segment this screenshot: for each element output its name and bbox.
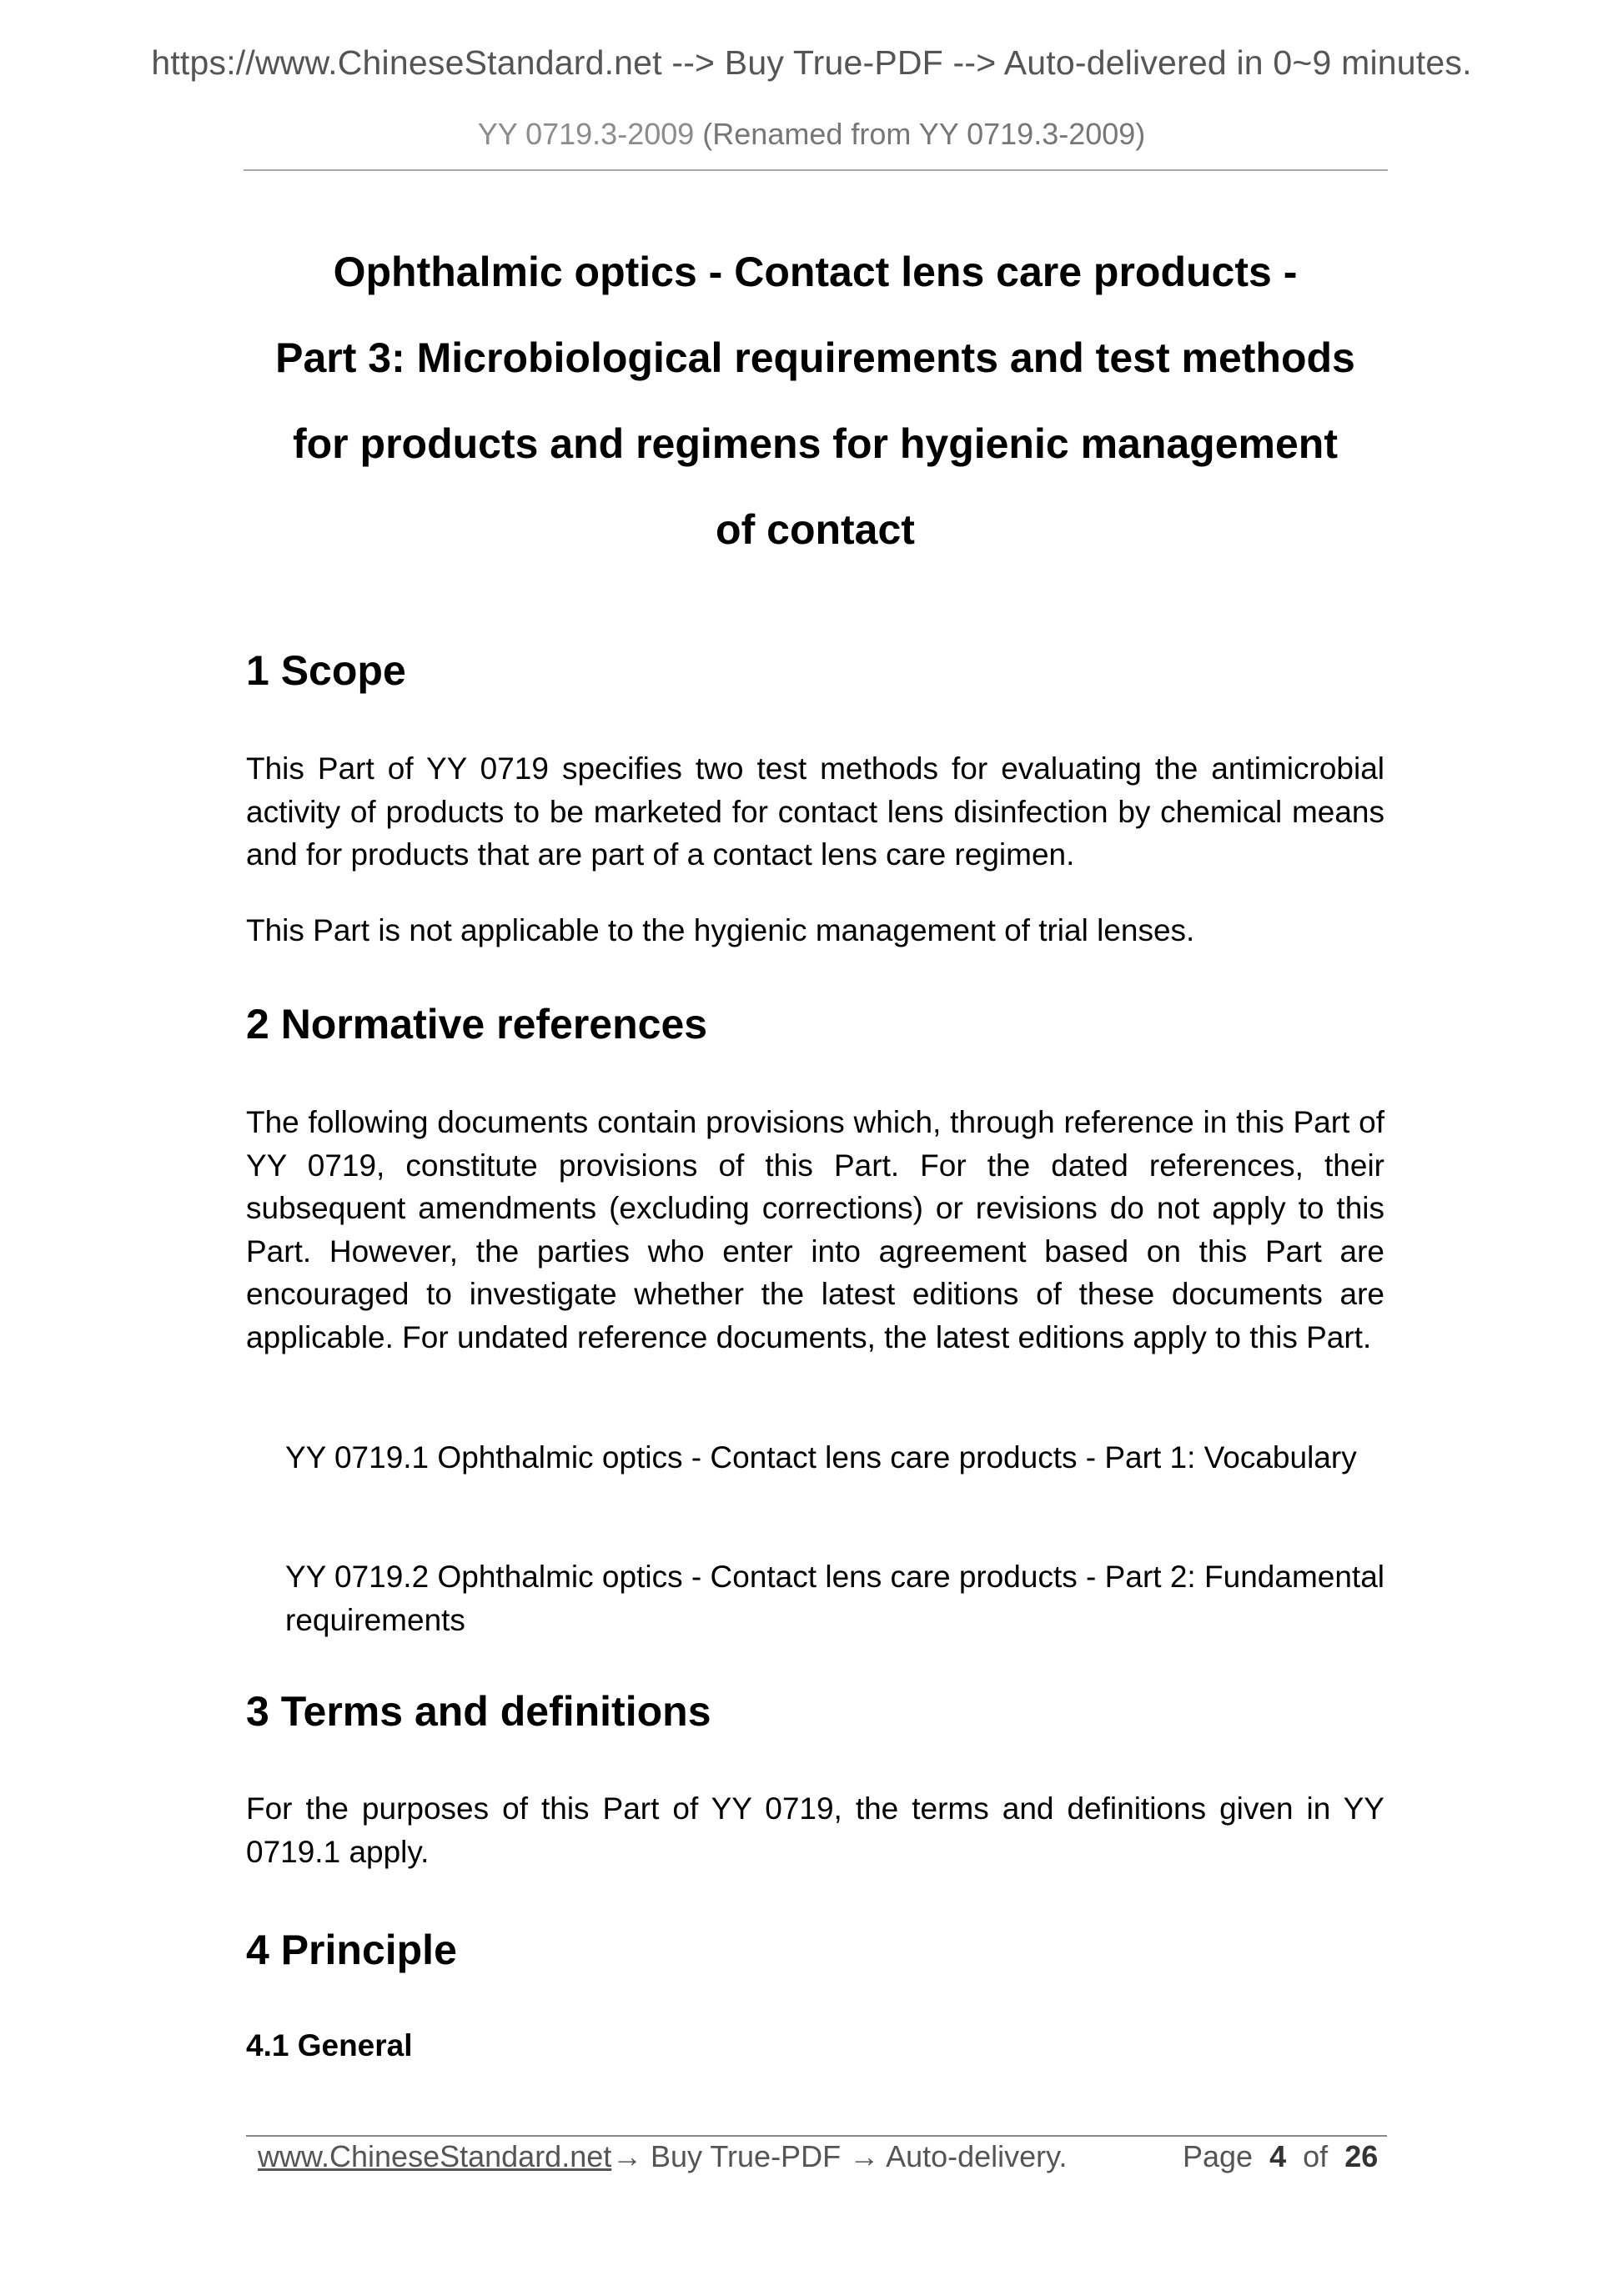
footer-page-indicator	[1183, 2139, 1378, 2174]
title-line-3: for products and regimens for hygienic management	[292, 420, 1338, 467]
subsection-heading-general: 4.1 General	[246, 2028, 413, 2062]
footer-divider	[246, 2135, 1387, 2137]
footer-buy-note: → Buy True-PDF → Auto-delivery.	[612, 2139, 1068, 2173]
header-banner: https://www.ChineseStandard.net --> Buy True-PDF --> Auto-delivered in 0~9 minutes.	[151, 43, 1472, 82]
footer-of-label: of	[1303, 2139, 1329, 2173]
header-renamed-line	[0, 117, 1623, 152]
normative-reference-2: YY 0719.2 Ophthalmic optics - Contact lens care products - Part 2: Fundamental requirements	[285, 1560, 1384, 1637]
header-renamed-note: (Renamed from YY 0719.3-2009)	[702, 117, 1146, 151]
footer-website-link[interactable]: www.ChineseStandard.net	[258, 2139, 612, 2173]
scope-paragraph-1: This Part of YY 0719 specifies two test methods for evaluating the antimicrobial activity of products to be marketed for contact lens disinfection by chemical means and for products that are part of a contact lens care regimen.	[246, 751, 1384, 872]
section-heading-normative-references: 2 Normative references	[246, 1001, 708, 1048]
document-title	[246, 229, 1384, 573]
title-line-4: of contact	[716, 506, 915, 553]
footer-page-label: Page	[1183, 2139, 1254, 2173]
footer-page-total: 26	[1344, 2139, 1379, 2173]
section-heading-principle: 4 Principle	[246, 1927, 457, 1973]
terms-paragraph-1: For the purposes of this Part of YY 0719, the terms and definitions given in YY 0719.1 apply.	[246, 1791, 1384, 1869]
section-heading-scope: 1 Scope	[246, 647, 406, 694]
header-divider	[244, 169, 1388, 171]
title-line-2: Part 3: Microbiological requirements and test methods	[275, 334, 1355, 381]
title-line-1: Ophthalmic optics - Contact lens care products -	[333, 249, 1298, 295]
footer-page-number: 4	[1269, 2139, 1287, 2173]
section-heading-terms: 3 Terms and definitions	[246, 1688, 711, 1735]
normative-reference-1: YY 0719.1 Ophthalmic optics - Contact lens care products - Part 1: Vocabulary	[285, 1440, 1357, 1475]
normative-paragraph-1: The following documents contain provisions which, through reference in this Part of YY 0719, constitute provisions of this Part. For the dated references, their subsequent amendments (excluding corrections) or revisions do not apply to this Part. However, the parties who enter into agreement based on this Part are encouraged to investigate whether the latest editions of these documents are applicable. For undated reference documents, the latest editions apply to this Part.	[246, 1105, 1384, 1354]
header-doc-code: YY 0719.3-2009	[477, 117, 695, 151]
scope-paragraph-2: This Part is not applicable to the hygienic management of trial lenses.	[246, 913, 1195, 947]
